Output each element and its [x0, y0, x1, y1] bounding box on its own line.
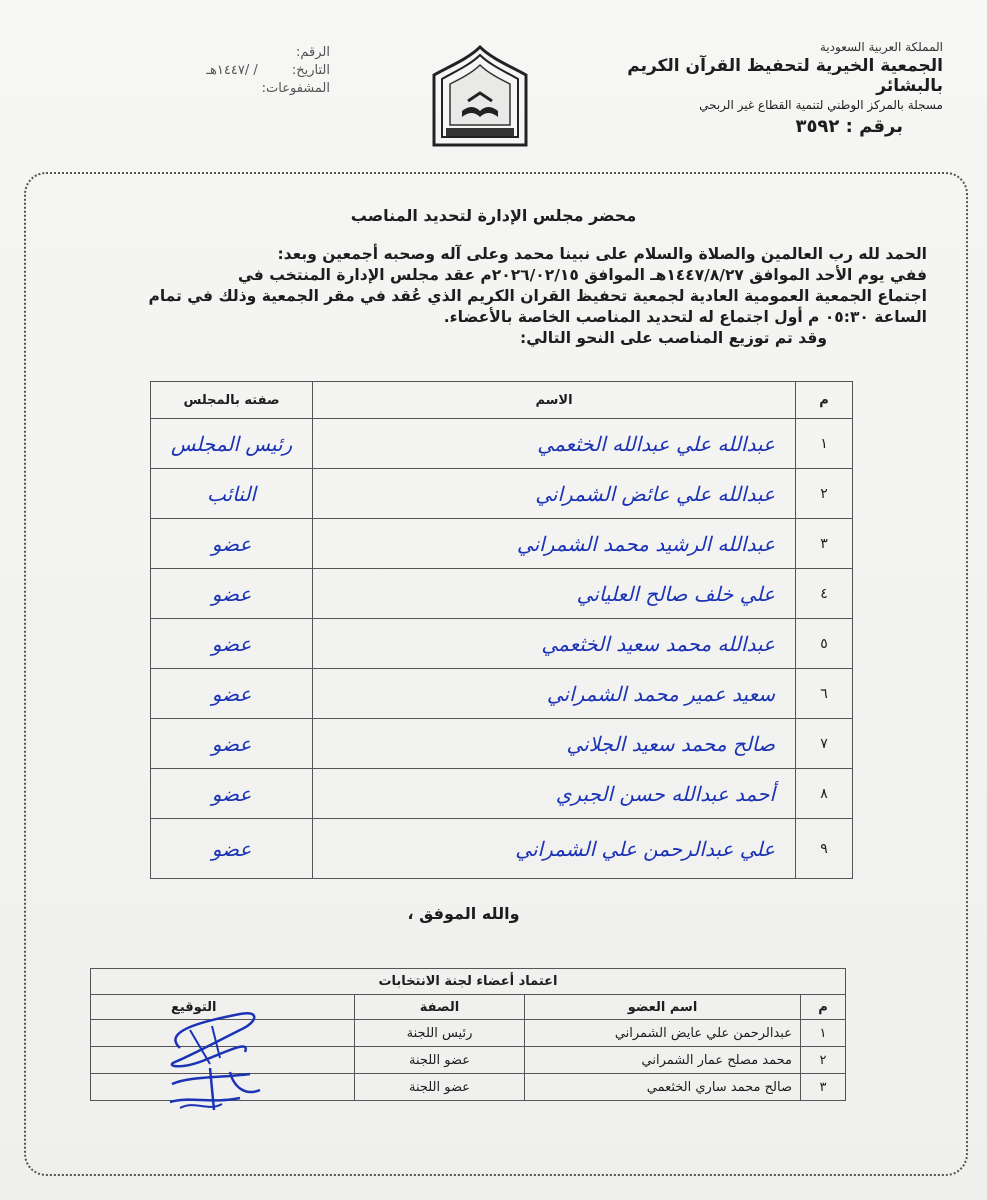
- committee-caption: اعتماد أعضاء لجنة الانتخابات: [91, 969, 846, 995]
- row-num: ٩: [796, 819, 853, 879]
- row-num: ١: [796, 419, 853, 469]
- table-row: [151, 619, 853, 669]
- committee-row-name: صالح محمد ساري الخثعمي: [525, 1074, 801, 1101]
- committee-row-name: عبدالرحمن علي عايض الشمراني: [525, 1020, 801, 1047]
- closing-line: والله الموفق ،: [407, 904, 520, 923]
- registration-note: مسجلة بالمركز الوطني لتنمية القطاع غير الربحي: [699, 98, 943, 112]
- committee-row-num: ١: [801, 1020, 846, 1047]
- row-num: ٢: [796, 469, 853, 519]
- row-name: عبدالله محمد سعيد الخثعمي: [313, 619, 796, 669]
- kingdom-line: المملكة العربية السعودية: [819, 40, 943, 54]
- header-role: صفته بالمجلس: [151, 382, 313, 419]
- paragraph-line-3: الساعة ٠٥:٣٠ م أول اجتماع له لتحديد المناصب الخاصة بالأعضاء.: [443, 308, 927, 326]
- committee-row-name: محمد مصلح عمار الشمراني: [525, 1047, 801, 1074]
- table-row: [151, 569, 853, 619]
- row-num: ٦: [796, 669, 853, 719]
- row-num: ٨: [796, 769, 853, 819]
- row-role: النائب: [151, 469, 313, 519]
- row-role: عضو: [151, 569, 313, 619]
- attachments-label: المشفوعات:: [261, 81, 330, 96]
- committee-row-num: ٣: [801, 1074, 846, 1101]
- row-name: أحمد عبدالله حسن الجبري: [313, 769, 796, 819]
- paragraph-line-4: وقد تم توزيع المناصب على النحو التالي:: [520, 329, 827, 347]
- committee-row-role: عضو اللجنة: [355, 1074, 525, 1101]
- date-row: [120, 62, 330, 80]
- table-row: [151, 419, 853, 469]
- row-role: عضو: [151, 519, 313, 569]
- org-name: الجمعية الخيرية لتحفيظ القرآن الكريم بالبشائر: [627, 56, 943, 96]
- committee-row-num: ٢: [801, 1047, 846, 1074]
- row-role: عضو: [151, 669, 313, 719]
- table-row: [151, 819, 853, 879]
- row-name: عبدالله الرشيد محمد الشمراني: [313, 519, 796, 569]
- paragraph-line-1: ففي يوم الأحد الموافق ١٤٤٧/٨/٢٧هـ الموافق ٢٠٢٦/٠٢/١٥م عقد مجلس الإدارة المنتخب في: [237, 266, 927, 284]
- row-name: عبدالله علي عبدالله الخثعمي: [313, 419, 796, 469]
- row-num: ٣: [796, 519, 853, 569]
- minutes-body: [47, 244, 927, 349]
- row-name: عبدالله علي عائض الشمراني: [313, 469, 796, 519]
- row-role: رئيس المجلس: [151, 419, 313, 469]
- handwritten-signatures: [150, 1000, 280, 1120]
- row-name: علي عبدالرحمن علي الشمراني: [313, 819, 796, 879]
- organization-logo: [428, 45, 532, 150]
- committee-header-signature: التوقيع: [91, 995, 355, 1020]
- row-role: عضو: [151, 619, 313, 669]
- greeting-line: الحمد لله رب العالمين والصلاة والسلام على نبينا محمد وعلى آله وصحبه أجمعين وبعد:: [277, 245, 927, 263]
- row-role: عضو: [151, 769, 313, 819]
- table-row: [151, 469, 853, 519]
- table-row: [151, 519, 853, 569]
- row-name: سعيد عمير محمد الشمراني: [313, 669, 796, 719]
- row-num: ٧: [796, 719, 853, 769]
- reference-block: [120, 44, 330, 98]
- row-role: عضو: [151, 719, 313, 769]
- positions-table: [150, 381, 853, 879]
- paragraph-line-2: اجتماع الجمعية العمومية العادية لجمعية تحفيظ القران الكريم الذي عُقد في مقر الجمعية وذلك في تمام: [148, 287, 927, 305]
- document-title: محضر مجلس الإدارة لتحديد المناصب: [350, 206, 637, 225]
- committee-row-role: رئيس اللجنة: [355, 1020, 525, 1047]
- table-row: [151, 669, 853, 719]
- ref-label: الرقم:: [296, 45, 330, 60]
- registration-number: برقم : ٣٥٩٢: [795, 116, 903, 137]
- header-name: الاسم: [313, 382, 796, 419]
- committee-header-role: الصفة: [355, 995, 525, 1020]
- row-role: عضو: [151, 819, 313, 879]
- ref-number-row: [120, 44, 330, 62]
- row-num: ٥: [796, 619, 853, 669]
- date-label: التاريخ:: [291, 63, 330, 78]
- positions-header-row: [151, 382, 853, 419]
- row-name: صالح محمد سعيد الجلاني: [313, 719, 796, 769]
- table-row: [151, 769, 853, 819]
- row-name: علي خلف صالح العلياني: [313, 569, 796, 619]
- attachments-row: [120, 80, 330, 98]
- row-num: ٤: [796, 569, 853, 619]
- header-num: م: [796, 382, 853, 419]
- table-row: [151, 719, 853, 769]
- organization-header: [613, 40, 943, 137]
- committee-header-name: اسم العضو: [525, 995, 801, 1020]
- committee-header-num: م: [801, 995, 846, 1020]
- date-value: / /١٤٤٧هـ: [206, 63, 258, 78]
- committee-row-role: عضو اللجنة: [355, 1047, 525, 1074]
